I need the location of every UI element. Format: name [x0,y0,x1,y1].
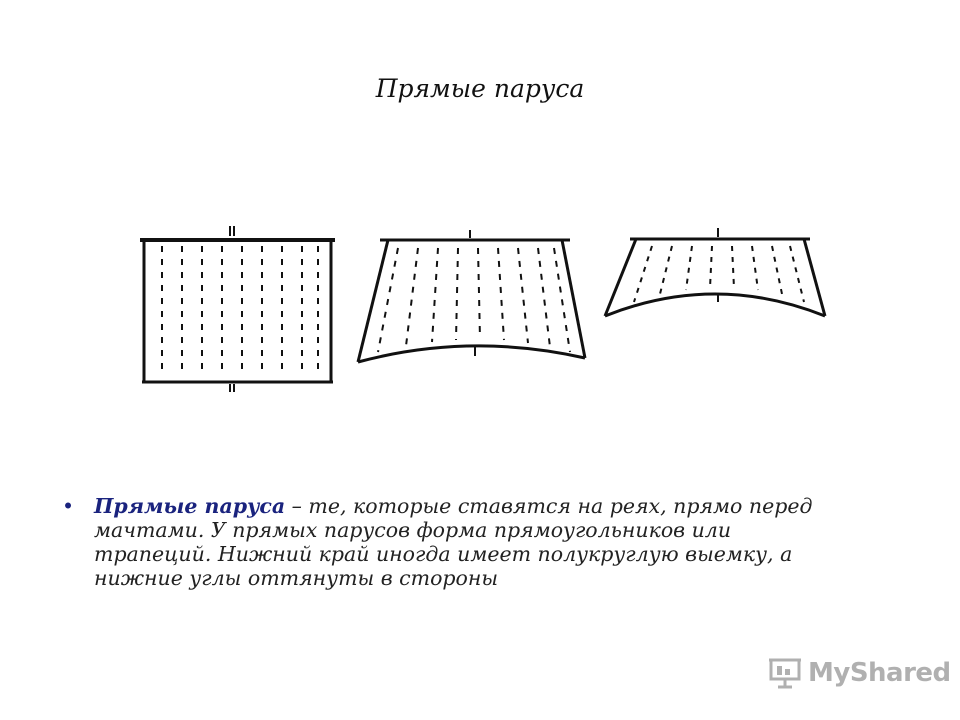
bullet-description: – те, которые ставятся на реях, прямо перед мачтами. У прямых парусов форма прямоугольников или трапеций. Нижний край иногда имеет полукруглую выемку, а нижние углы оттянуты в стороны [94,494,813,590]
slide-title: Прямые паруса [375,74,585,103]
watermark-text: MyShared [808,658,951,688]
presentation-icon [768,657,802,689]
bullet-term: Прямые паруса [94,494,286,518]
curved-trapezoid-sail [605,228,825,316]
watermark-logo [768,655,951,691]
rectangular-sail [140,226,335,392]
bullet-item [62,494,852,590]
bullet-dot: • [62,494,75,518]
bullet-text [94,494,852,590]
sails-illustration [130,214,830,394]
trapezoid-sail [358,230,585,362]
